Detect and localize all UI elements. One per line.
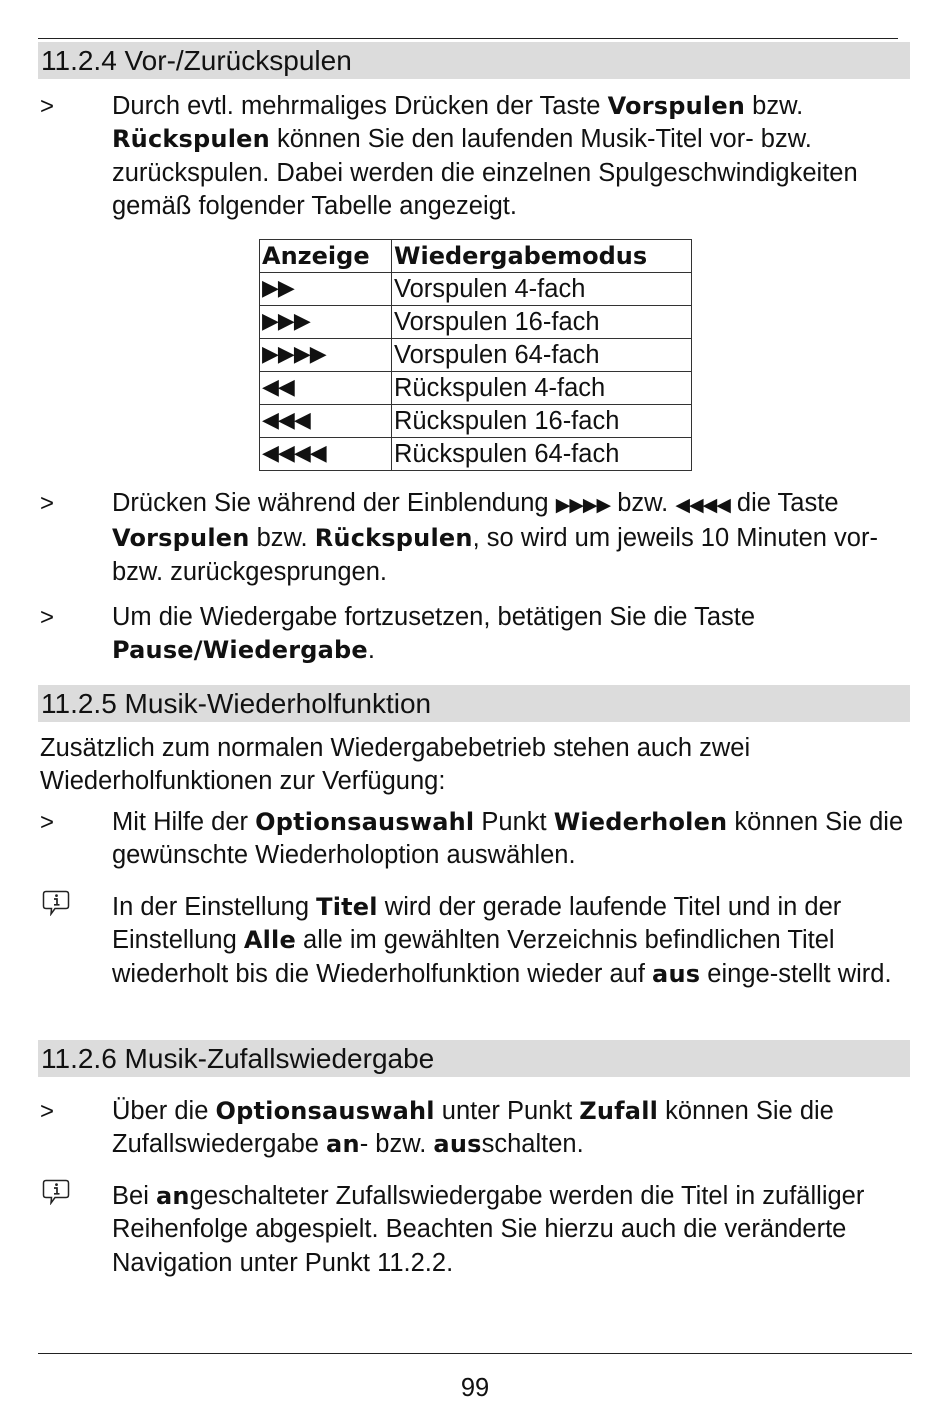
key-vorspulen: Vorspulen	[607, 92, 746, 120]
info-icon	[42, 1179, 70, 1205]
key-pause-wiedergabe: Pause/Wiedergabe	[112, 636, 368, 665]
speed-table	[259, 239, 692, 471]
menu-optionsauswahl: Optionsauswahl	[255, 808, 475, 836]
note-text-zufallswiedergabe: Bei angeschalteter Zufallswiedergabe werden die Titel in zufälliger Reihenfolge abgespielt. Beachten Sie hierzu auch die veränderte Navigation unter Punkt 11.2.2.	[112, 1182, 865, 1277]
display-symbol-cell: ▶▶▶	[260, 306, 392, 339]
bullet-marker: >	[40, 1098, 55, 1125]
option-an: an	[155, 1182, 190, 1210]
display-symbol-cell: ◀◀◀	[260, 405, 392, 438]
mode-cell: Rückspulen 64-fach	[392, 438, 692, 471]
display-symbol-cell: ▶▶	[260, 273, 392, 306]
section-heading-wiederholfunktion: 11.2.5 Musik-Wiederholfunktion	[38, 685, 910, 722]
table-row	[260, 438, 692, 471]
display-symbol-cell: ▶▶▶▶	[260, 339, 392, 372]
option-aus: aus	[652, 959, 701, 988]
table-row	[260, 273, 692, 306]
menu-optionsauswahl: Optionsauswahl	[215, 1097, 435, 1125]
table-row	[260, 405, 692, 438]
info-icon	[42, 890, 70, 916]
display-symbol-cell: ◀◀	[260, 372, 392, 405]
bullet-marker: >	[40, 93, 55, 120]
key-rueckspulen: Rückspulen	[314, 524, 473, 553]
top-rule	[38, 38, 898, 39]
bullet-marker: >	[40, 809, 55, 836]
intro-paragraph: Zusätzlich zum normalen Wiedergabebetrieb stehen auch zwei Wiederholfunktionen zur Verfügung:	[40, 734, 751, 796]
bullet-marker: >	[40, 604, 55, 631]
table-row	[260, 372, 692, 405]
mode-cell: Rückspulen 4-fach	[392, 372, 692, 405]
note-text-wiederholoption: In der Einstellung Titel wird der gerade laufende Titel und in der Einstellung Alle alle im gewählten Verzeichnis befindlichen Titel wiederholt bis die Wiederholfunktion wieder auf aus einge-stellt wird.	[112, 893, 892, 988]
bullet-text-spulen: Durch evtl. mehrmaliges Drücken der Taste Vorspulen bzw. Rückspulen können Sie den laufenden Musik-Titel vor- bzw. zurückspulen. Dabei werden die einzelnen Spulgeschwindigkeiten gemäß folgender Tabelle angezeigt.	[112, 92, 858, 220]
rewind-arrows-icon: ◀◀◀◀	[675, 494, 730, 516]
mode-cell: Vorspulen 4-fach	[392, 273, 692, 306]
key-rueckspulen: Rückspulen	[112, 125, 270, 154]
table-row	[260, 339, 692, 372]
option-titel: Titel	[316, 893, 378, 921]
option-aus: aus	[433, 1130, 482, 1159]
bullet-text-sprung: Drücken Sie während der Einblendung ▶▶▶▶ bzw. ◀◀◀◀ die Taste Vorspulen bzw. Rückspulen, so wird um jeweils 10 Minuten vor- bzw. zurückgesprungen.	[112, 489, 878, 586]
column-header-wiedergabemodus: Wiedergabemodus	[392, 240, 692, 273]
bullet-text-zufall: Über die Optionsauswahl unter Punkt Zufall können Sie die Zufallswiedergabe an- bzw. ausschalten.	[112, 1097, 834, 1159]
bullet-text-fortsetzen: Um die Wiedergabe fortzusetzen, betätigen Sie die Taste Pause/Wiedergabe.	[112, 603, 756, 665]
table-header-row	[260, 240, 692, 273]
bullet-marker: >	[40, 490, 55, 517]
key-vorspulen: Vorspulen	[112, 524, 250, 553]
menu-item-wiederholen: Wiederholen	[553, 808, 728, 836]
column-header-anzeige: Anzeige	[260, 240, 392, 273]
bullet-text-wiederholen: Mit Hilfe der Optionsauswahl Punkt Wiederholen können Sie die gewünschte Wiederholoption auswählen.	[112, 808, 904, 870]
page-number: 99	[460, 1374, 490, 1402]
display-symbol-cell: ◀◀◀◀	[260, 438, 392, 471]
bottom-rule	[38, 1353, 912, 1354]
option-alle: Alle	[243, 926, 296, 955]
section-heading-zufallswiedergabe: 11.2.6 Musik-Zufallswiedergabe	[38, 1040, 910, 1077]
menu-item-zufall: Zufall	[579, 1097, 659, 1125]
mode-cell: Vorspulen 64-fach	[392, 339, 692, 372]
option-an: an	[326, 1130, 360, 1159]
table-row	[260, 306, 692, 339]
mode-cell: Rückspulen 16-fach	[392, 405, 692, 438]
mode-cell: Vorspulen 16-fach	[392, 306, 692, 339]
forward-arrows-icon: ▶▶▶▶	[555, 494, 611, 516]
section-heading-vor-zurueckspulen: 11.2.4 Vor-/Zurückspulen	[38, 42, 910, 79]
